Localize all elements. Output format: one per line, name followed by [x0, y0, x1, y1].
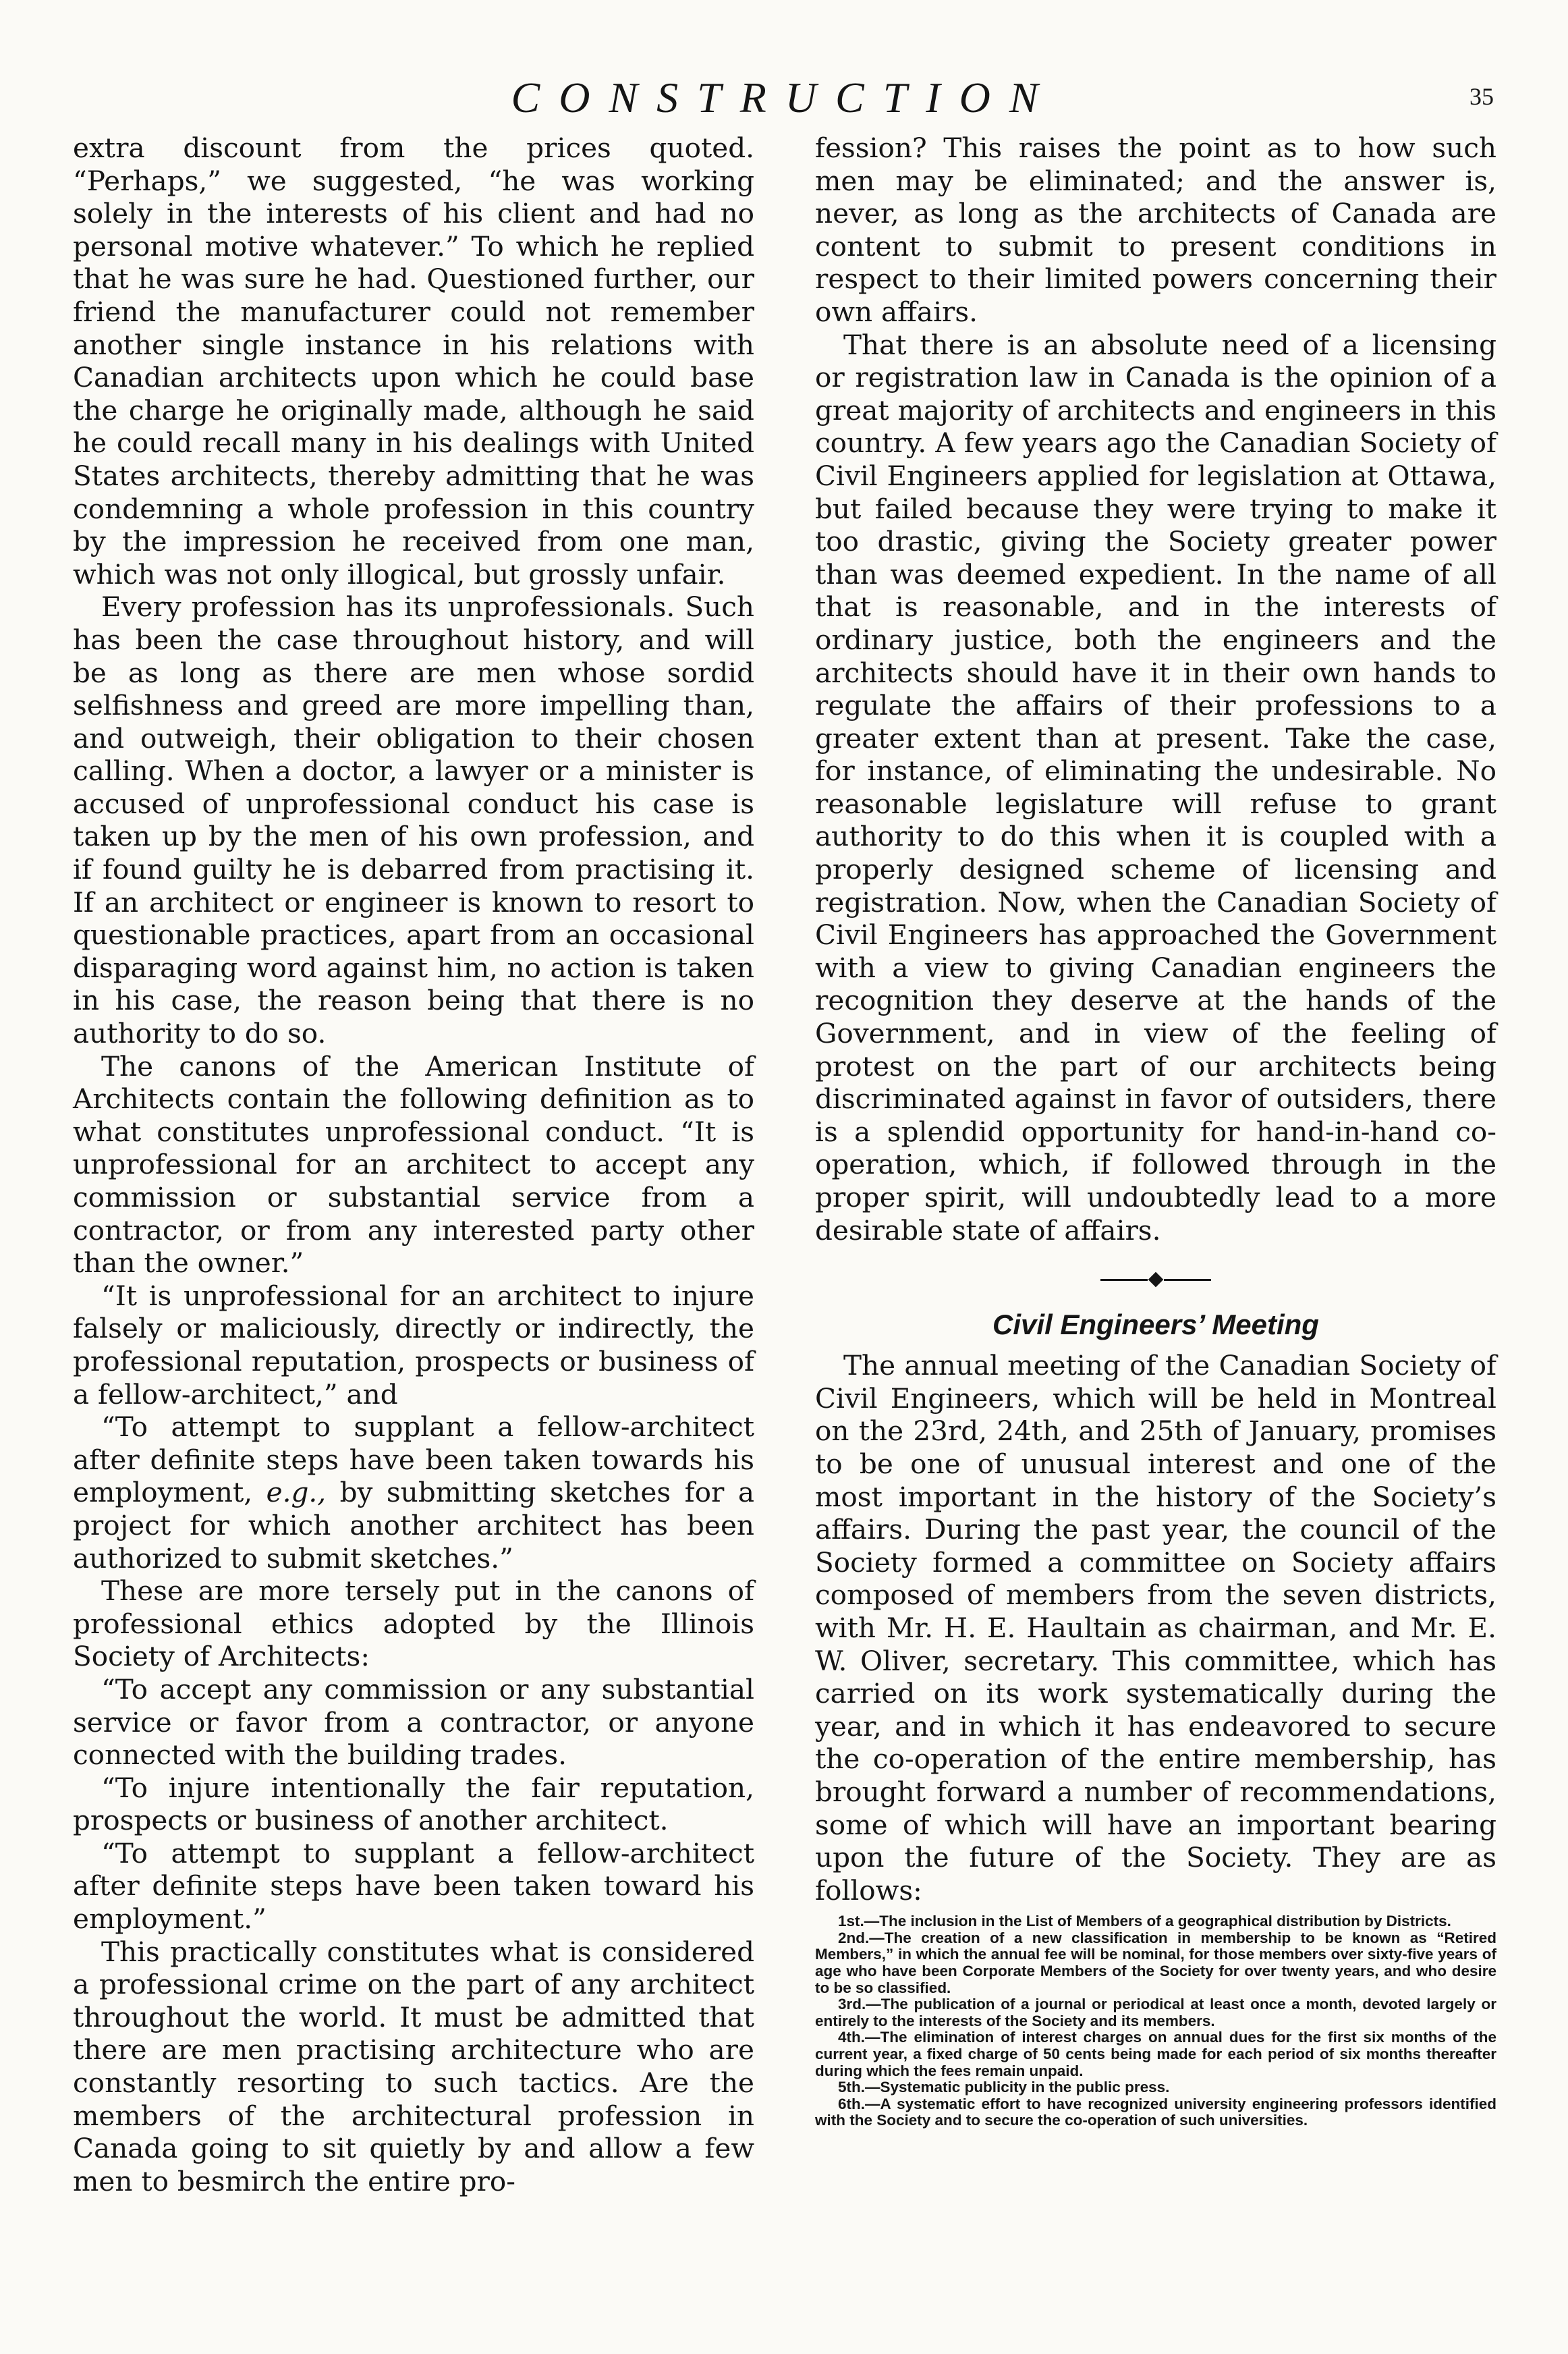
- list-item: 2nd.—The creation of a new classification in membership to be known as “Retired Members,” in which the annual fee will be nominal, for those members over sixty-five years of age who have been Corporate Members of the Society for over twenty years, and who desire to be so classified.: [815, 1929, 1496, 1996]
- right-paragraph-3: The annual meeting of the Canadian Society of Civil Engineers, which will be held in Montreal on the 23rd, 24th, and 25th of January, promises to be one of unusual interest and one of the most important in the history of the Society’s affairs. During the past year, the council of the Society formed a committee on Society affairs composed of members from the seven districts, with Mr. H. E. Haultain as chairman, and Mr. E. W. Oliver, secretary. This committee, which has carried on its work systematically during the year, and in which it has endeavored to secure the co-operation of the entire membership, has brought forward a number of recommendations, some of which will have an important bearing upon the future of the Society. They are as follows:: [815, 1349, 1496, 1907]
- list-item: 5th.—Systematic publicity in the public press.: [838, 2079, 1170, 2096]
- aia-quote-1: “It is unprofessional for an architect to injure falsely or maliciously, directly or indirectly, the professional reputation, prospects or business of a fellow-architect,” and: [73, 1279, 754, 1411]
- aia-quote-2-text-b: by submitting sketches for a project for which another architect has been authorized to submit sketches.”: [73, 1476, 754, 1575]
- list-item: 1st.—The inclusion in the List of Members of a geographical distribution by Districts.: [838, 1913, 1451, 1930]
- illinois-quote-2: “To injure intentionally the fair reputation, prospects or business of another architect.: [73, 1771, 754, 1837]
- illinois-quote-3: “To attempt to supplant a fellow-architect after definite steps have been taken toward his employment.”: [73, 1836, 754, 1936]
- list-item: 3rd.—The publication of a journal or periodical at least once a month, devoted largely or entirely to the interests of the Society and its members.: [815, 1996, 1496, 2029]
- page-number: 35: [1469, 83, 1494, 110]
- left-paragraph-2: Every profession has its unprofessionals. Such has been the case throughout history, and will be as long as there are men whose sordid selfishness and greed are more impelling than, and outweigh, their obligation to their chosen calling. When a doctor, a lawyer or a minister is accused of unprofessional conduct his case is taken up by the men of his own profession, and if found guilty he is debarred from practising it. If an architect or engineer is known to resort to questionable practices, apart from an occasional disparaging word against him, no action is taken in his case, the reason being that there is no authority to do so.: [73, 591, 754, 1050]
- right-column: [815, 132, 1496, 2129]
- recommendations-list: [815, 1913, 1496, 2129]
- aia-quote-2-eg: e.g.,: [266, 1476, 327, 1509]
- left-paragraph-3: The canons of the American Institute of Architects contain the following definition as to what constitutes unprofessional conduct. “It is unprofessional for an architect to accept any commission or substantial service from a contractor, or from any interested party other than the owner.”: [73, 1049, 754, 1280]
- section-divider: [815, 1256, 1496, 1303]
- list-item: 4th.—The elimination of interest charges on annual dues for the first six months of the current year, a fixed charge of 50 cents being made for each period of six months thereafter during which the fees remain unpaid.: [815, 2029, 1496, 2079]
- divider-diamond-ornament: [1148, 1272, 1164, 1288]
- running-title: CONSTRUCTION: [511, 74, 1057, 121]
- right-paragraph-1: fession? This raises the point as to how such men may be eliminated; and the answer is, never, as long as the architects of Canada are content to submit to present conditions in respect to their limited powers concerning their own affairs.: [815, 132, 1496, 328]
- section-heading: Civil Engineers’ Meeting: [992, 1309, 1319, 1341]
- left-paragraph-5: This practically constitutes what is considered a professional crime on the part of any architect throughout the world. It must be admitted that there are men practising architecture who are constantly resorting to such tactics. Are the members of the architectural profession in Canada going to sit quietly by and allow a few men to besmirch the entire pro-: [73, 1935, 754, 2197]
- left-paragraph-4: These are more tersely put in the canons of professional ethics adopted by the Illinois Society of Architects:: [73, 1575, 754, 1673]
- right-paragraph-2: That there is an absolute need of a licensing or registration law in Canada is the opinion of a great majority of architects and engineers in this country. A few years ago the Canadian Society of Civil Engineers applied for legislation at Ottawa, but failed because they were trying to make it too drastic, giving the Society greater power than was deemed expedient. In the name of all that is reasonable, and in the interests of ordinary justice, both the engineers and the architects should have it in their own hands to regulate the affairs of their professions to a greater extent than at present. Take the case, for instance, of eliminating the undesirable. No reasonable legislature will refuse to grant authority to do this when it is coupled with a properly designed scheme of licensing and registration. Now, when the Canadian Society of Civil Engineers has approached the Government with a view to giving Canadian engineers the recognition they deserve at the hands of the Government, and in view of the feeling of protest on the part of our architects being discriminated against in favor of outsiders, there is a splendid opportunity for hand-in-hand co-operation, which, if followed through in the proper spirit, will undoubtedly lead to a more desirable state of affairs.: [815, 328, 1496, 1247]
- left-paragraph-1: extra discount from the prices quoted. “Perhaps,” we suggested, “he was working solely in the interests of his client and had no personal motive whatever.” To which he replied that he was sure he had. Questioned further, our friend the manufacturer could not remember another single instance in his relations with Canadian architects upon which he could base the charge he originally made, although he said he could recall many in his dealings with United States architects, thereby admitting that he was condemning a whole profession in this country by the impression he received from one man, which was not only illogical, but grossly unfair.: [73, 132, 754, 591]
- illinois-quote-1: “To accept any commission or any substantial service or favor from a contractor, or anyone connected with the building trades.: [73, 1672, 754, 1772]
- page-header: [0, 67, 1568, 128]
- aia-quote-2-text-a: “To attempt to supplant a fellow-architect after definite steps have been taken towards his employment,: [73, 1411, 754, 1509]
- divider-rule-left: [1100, 1279, 1148, 1281]
- list-item: 6th.—A systematic effort to have recognized university engineering professors identified with the Society and to secure the co-operation of such universities.: [815, 2095, 1496, 2129]
- left-column: [73, 132, 754, 2197]
- divider-rule-right: [1164, 1279, 1211, 1281]
- aia-quote-2: [73, 1411, 754, 1575]
